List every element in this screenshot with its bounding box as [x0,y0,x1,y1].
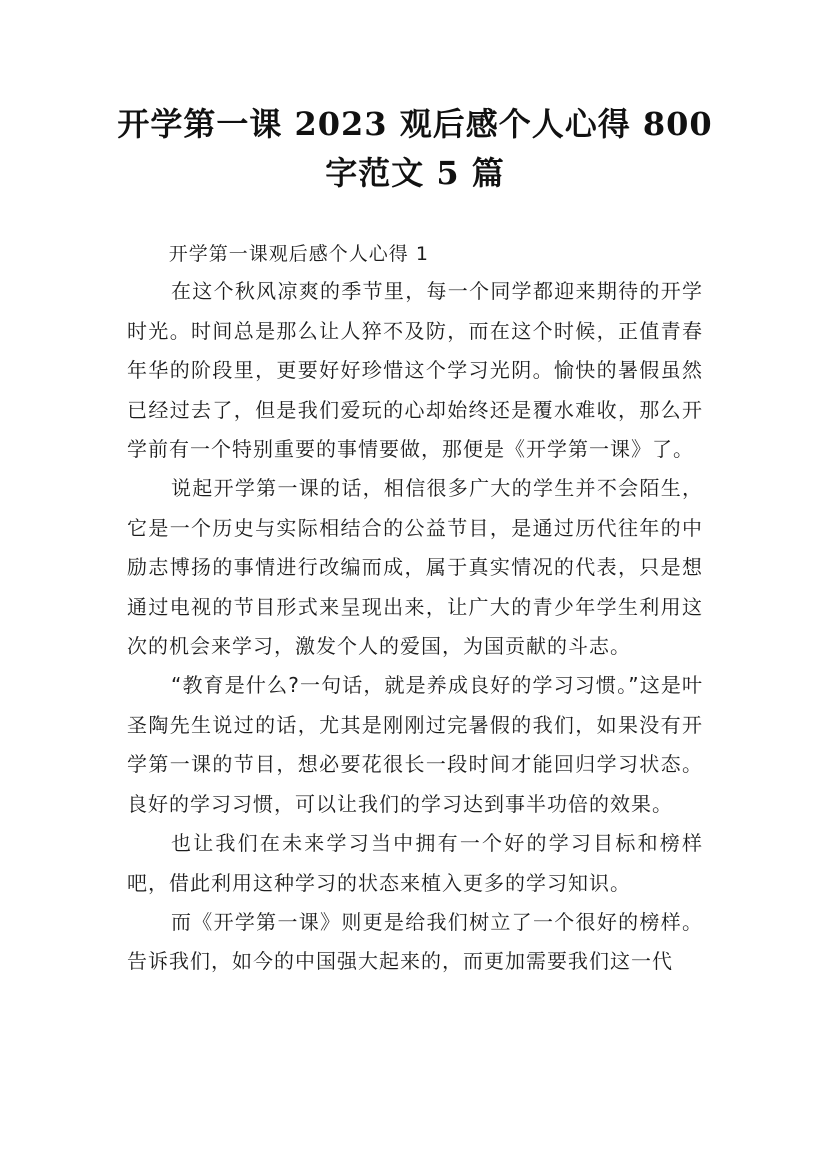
section-heading: 开学第一课观后感个人心得 1 [168,243,429,265]
document-title: 开学第一课 2023 观后感个人心得 800 字范文 5 篇 [117,105,713,192]
paragraph: “教育是什么?一句话，就是养成良好的学习习惯。”这是叶圣陶先生说过的话，尤其是刚刚过完暑假的我们，如果没有开学第一课的节目，想必要花很长一段时间才能回归学习状态。良好的学习习惯，可以让我们的学习达到事半功倍的效果。 [127,673,703,816]
paragraph: 而《开学第一课》则更是给我们树立了一个很好的榜样。告诉我们，如今的中国强大起来的，而更加需要我们这一代 [127,909,703,974]
paragraph: 说起开学第一课的话，相信很多广大的学生并不会陌生，它是一个历史与实际相结合的公益节目，是通过历代往年的中励志博扬的事情进行改编而成，属于真实情况的代表，只是想通过电视的节目形式来呈现出来，让广大的青少年学生利用这次的机会来学习，激发个人的爱国，为国贡献的斗志。 [127,476,703,659]
document-body [127,235,703,982]
paragraph: 也让我们在未来学习当中拥有一个好的学习目标和榜样吧，借此利用这种学习的状态来植入更多的学习知识。 [127,831,703,895]
paragraph: 在这个秋风凉爽的季节里，每一个同学都迎来期待的开学时光。时间总是那么让人猝不及防，而在这个时候，正值青春年华的阶段里，更要好好珍惜这个学习光阴。愉快的暑假虽然已经过去了，但是我们爱玩的心却始终还是覆水难收，那么开学前有一个特别重要的事情要做，那便是《开学第一课》了。 [127,279,703,462]
